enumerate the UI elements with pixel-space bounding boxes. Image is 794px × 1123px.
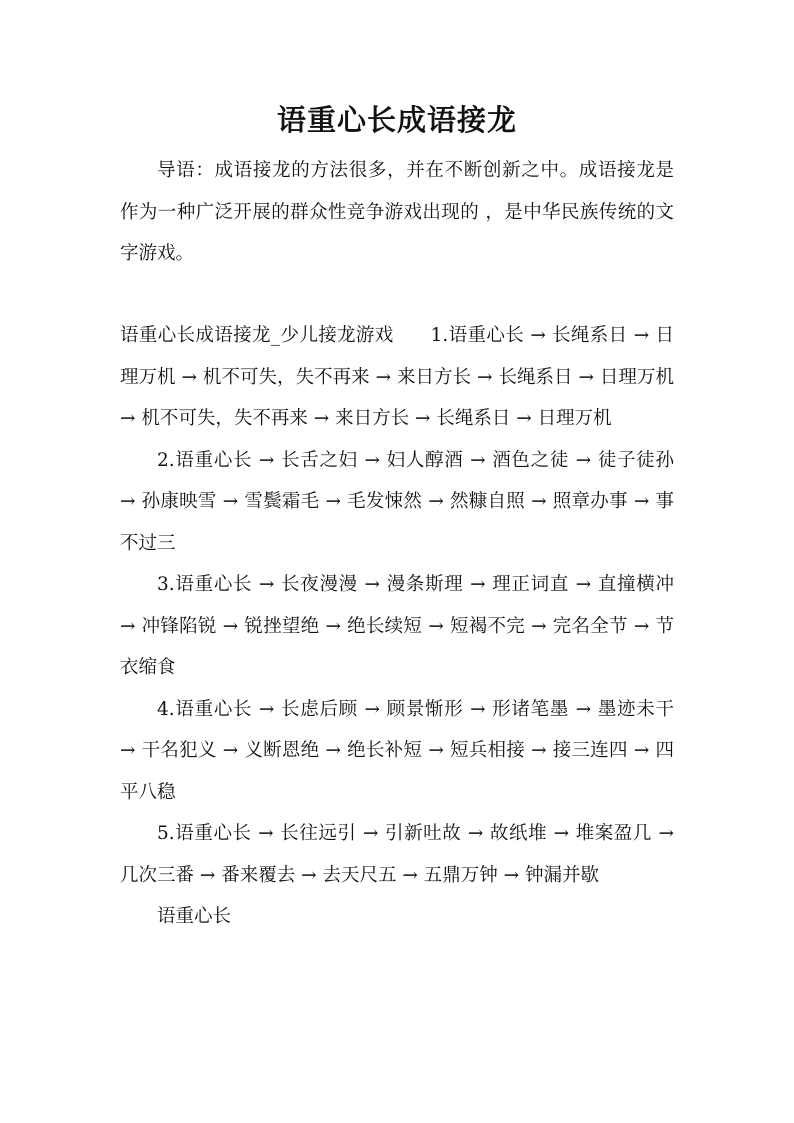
chain-paragraph-5: 5.语重心长 → 长往远引 → 引新吐故 → 故纸堆 → 堆案盈几 → 几次三番 → 番来覆去 → 去天尺五 → 五鼎万钟 → 钟漏并歇	[120, 823, 674, 886]
closing-line: 语重心长	[157, 906, 232, 927]
chain-paragraph-1	[120, 315, 674, 440]
chain-paragraph-4: 4.语重心长 → 长虑后顾 → 顾景惭形 → 形诸笔墨 → 墨迹未干 → 干名犯义 → 义断恩绝 → 绝长补短 → 短兵相接 → 接三连四 → 四平八稳	[120, 698, 674, 803]
intro-paragraph: 导语：成语接龙的方法很多，并在不断创新之中。成语接龙是作为一种广泛开展的群众性竞争游戏出现的 ，是中华民族传统的文字游戏。	[120, 160, 674, 264]
document-title: 语重心长成语接龙	[276, 103, 517, 137]
chain-1-text: 1.语重心长 → 长绳系日 → 日理万机 → 机不可失，失不再来 → 来日方长 → 长绳系日 → 日理万机 → 机不可失，失不再来 → 来日方长 → 长绳系日 → 日理万机	[120, 325, 674, 429]
chain-paragraph-3: 3.语重心长 → 长夜漫漫 → 漫条斯理 → 理正词直 → 直撞横冲 → 冲锋陷锐 → 锐挫望绝 → 绝长续短 → 短褐不完 → 完名全节 → 节衣缩食	[120, 574, 674, 678]
chain-paragraph-2: 2.语重心长 → 长舌之妇 → 妇人醇酒 → 酒色之徒 → 徒子徒孙 → 孙康映雪 → 雪鬓霜毛 → 毛发悚然 → 然糠自照 → 照章办事 → 事不过三	[120, 449, 674, 554]
chain-section	[120, 315, 674, 938]
section-heading: 语重心长成语接龙_少儿接龙游戏	[120, 325, 394, 346]
intro-block	[120, 150, 674, 275]
